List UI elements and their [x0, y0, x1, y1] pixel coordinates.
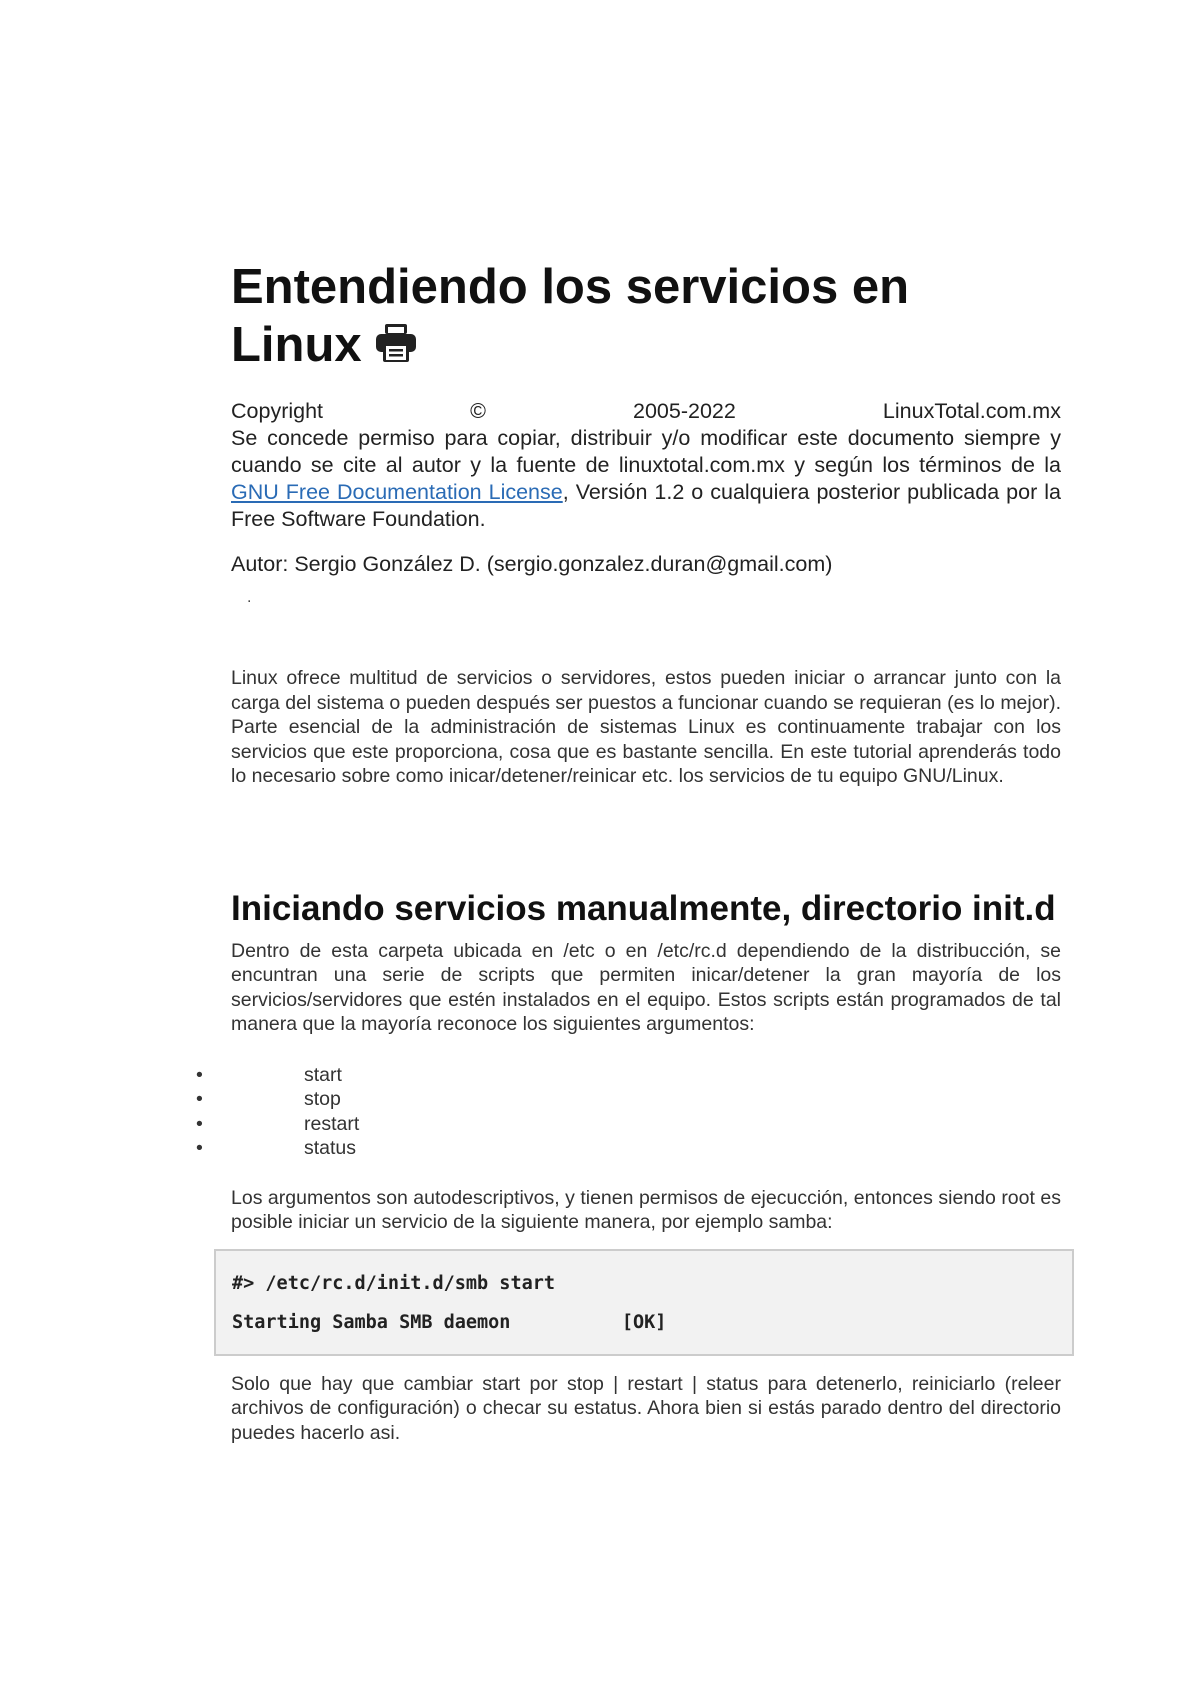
printer-icon[interactable]	[374, 318, 418, 376]
copyright-years: 2005-2022	[633, 399, 736, 423]
argument-stop: stop	[304, 1088, 341, 1110]
license-text-before: Se concede permiso para copiar, distribuir y/o modificar este documento siempre y cuando se cite al autor y la fuente de linuxtotal.com.mx y según los términos de la	[231, 426, 1061, 477]
license-text-after: , Versión 1.2 o cualquiera posterior publicada por la Free Software Foundation.	[231, 480, 1061, 531]
list-item	[196, 1112, 1061, 1137]
section-paragraph-3: Solo que hay que cambiar start por stop | restart | status para detenerlo, reiniciarlo (releer archivos de configuración) o checar su estatus. Ahora bien si estás parado dentro del directorio puedes hacerlo asi.	[231, 1372, 1061, 1444]
argument-restart: restart	[304, 1112, 360, 1135]
copyright-block	[231, 398, 1061, 533]
dot-separator: .	[247, 589, 252, 606]
code-block	[214, 1249, 1074, 1356]
arguments-list	[196, 1063, 1061, 1161]
document-page	[196, 258, 1061, 1445]
copyright-label: Copyright	[231, 399, 324, 423]
code-line-command: #> /etc/rc.d/init.d/smb start	[232, 1272, 556, 1294]
page-title	[231, 258, 1061, 376]
argument-start: start	[304, 1063, 342, 1086]
author-line: Autor: Sergio González D. (sergio.gonzalez.duran@gmail.com)	[231, 552, 833, 576]
copyright-site: LinuxTotal.com.mx	[882, 399, 1061, 423]
list-item	[196, 1063, 1061, 1088]
intro-paragraph: Linux ofrece multitud de servicios o servidores, estos pueden iniciar o arrancar junto con la carga del sistema o pueden después ser puestos a funcionar cuando se requieran (es lo mejor). Parte esencial de la administración de sistemas Linux es continuamente trabajar con los servicios que este proporciona, cosa que es bastante sencilla. En este tutorial aprenderás todo lo necesario sobre como inicar/detener/reinicar etc. los servicios de tu equipo GNU/Linux.	[231, 667, 1061, 787]
bullet-icon: •	[196, 1063, 203, 1086]
section-heading: Iniciando servicios manualmente, directorio init.d	[231, 888, 1056, 928]
bullet-icon: •	[196, 1088, 203, 1110]
list-item	[196, 1136, 1061, 1161]
copyright-symbol: ©	[470, 399, 486, 423]
gnu-fdl-link[interactable]: GNU Free Documentation License	[231, 480, 563, 504]
license-text	[231, 425, 1061, 533]
code-line-output: Starting Samba SMB daemon [OK]	[232, 1311, 667, 1333]
section-paragraph-2: Los argumentos son autodescriptivos, y tienen permisos de ejecucción, entonces siendo root es posible iniciar un servicio de la siguiente manera, por ejemplo samba:	[231, 1186, 1061, 1233]
list-item	[196, 1087, 1061, 1112]
argument-status: status	[304, 1137, 357, 1159]
copyright-row	[231, 398, 1061, 425]
title-line-1: Entendiendo los servicios en	[231, 260, 910, 314]
bullet-icon: •	[196, 1137, 203, 1159]
title-line-2: Linux	[231, 318, 362, 372]
bullet-icon: •	[196, 1112, 203, 1135]
section-paragraph: Dentro de esta carpeta ubicada en /etc o en /etc/rc.d dependiendo de la distribucción, se encuntran una serie de scripts que permiten inicar/detener la gran mayoría de los servicios/servidores que estén instalados en el equipo. Estos scripts están programados de tal manera que la mayoría reconoce los siguientes argumentos:	[231, 939, 1061, 1035]
